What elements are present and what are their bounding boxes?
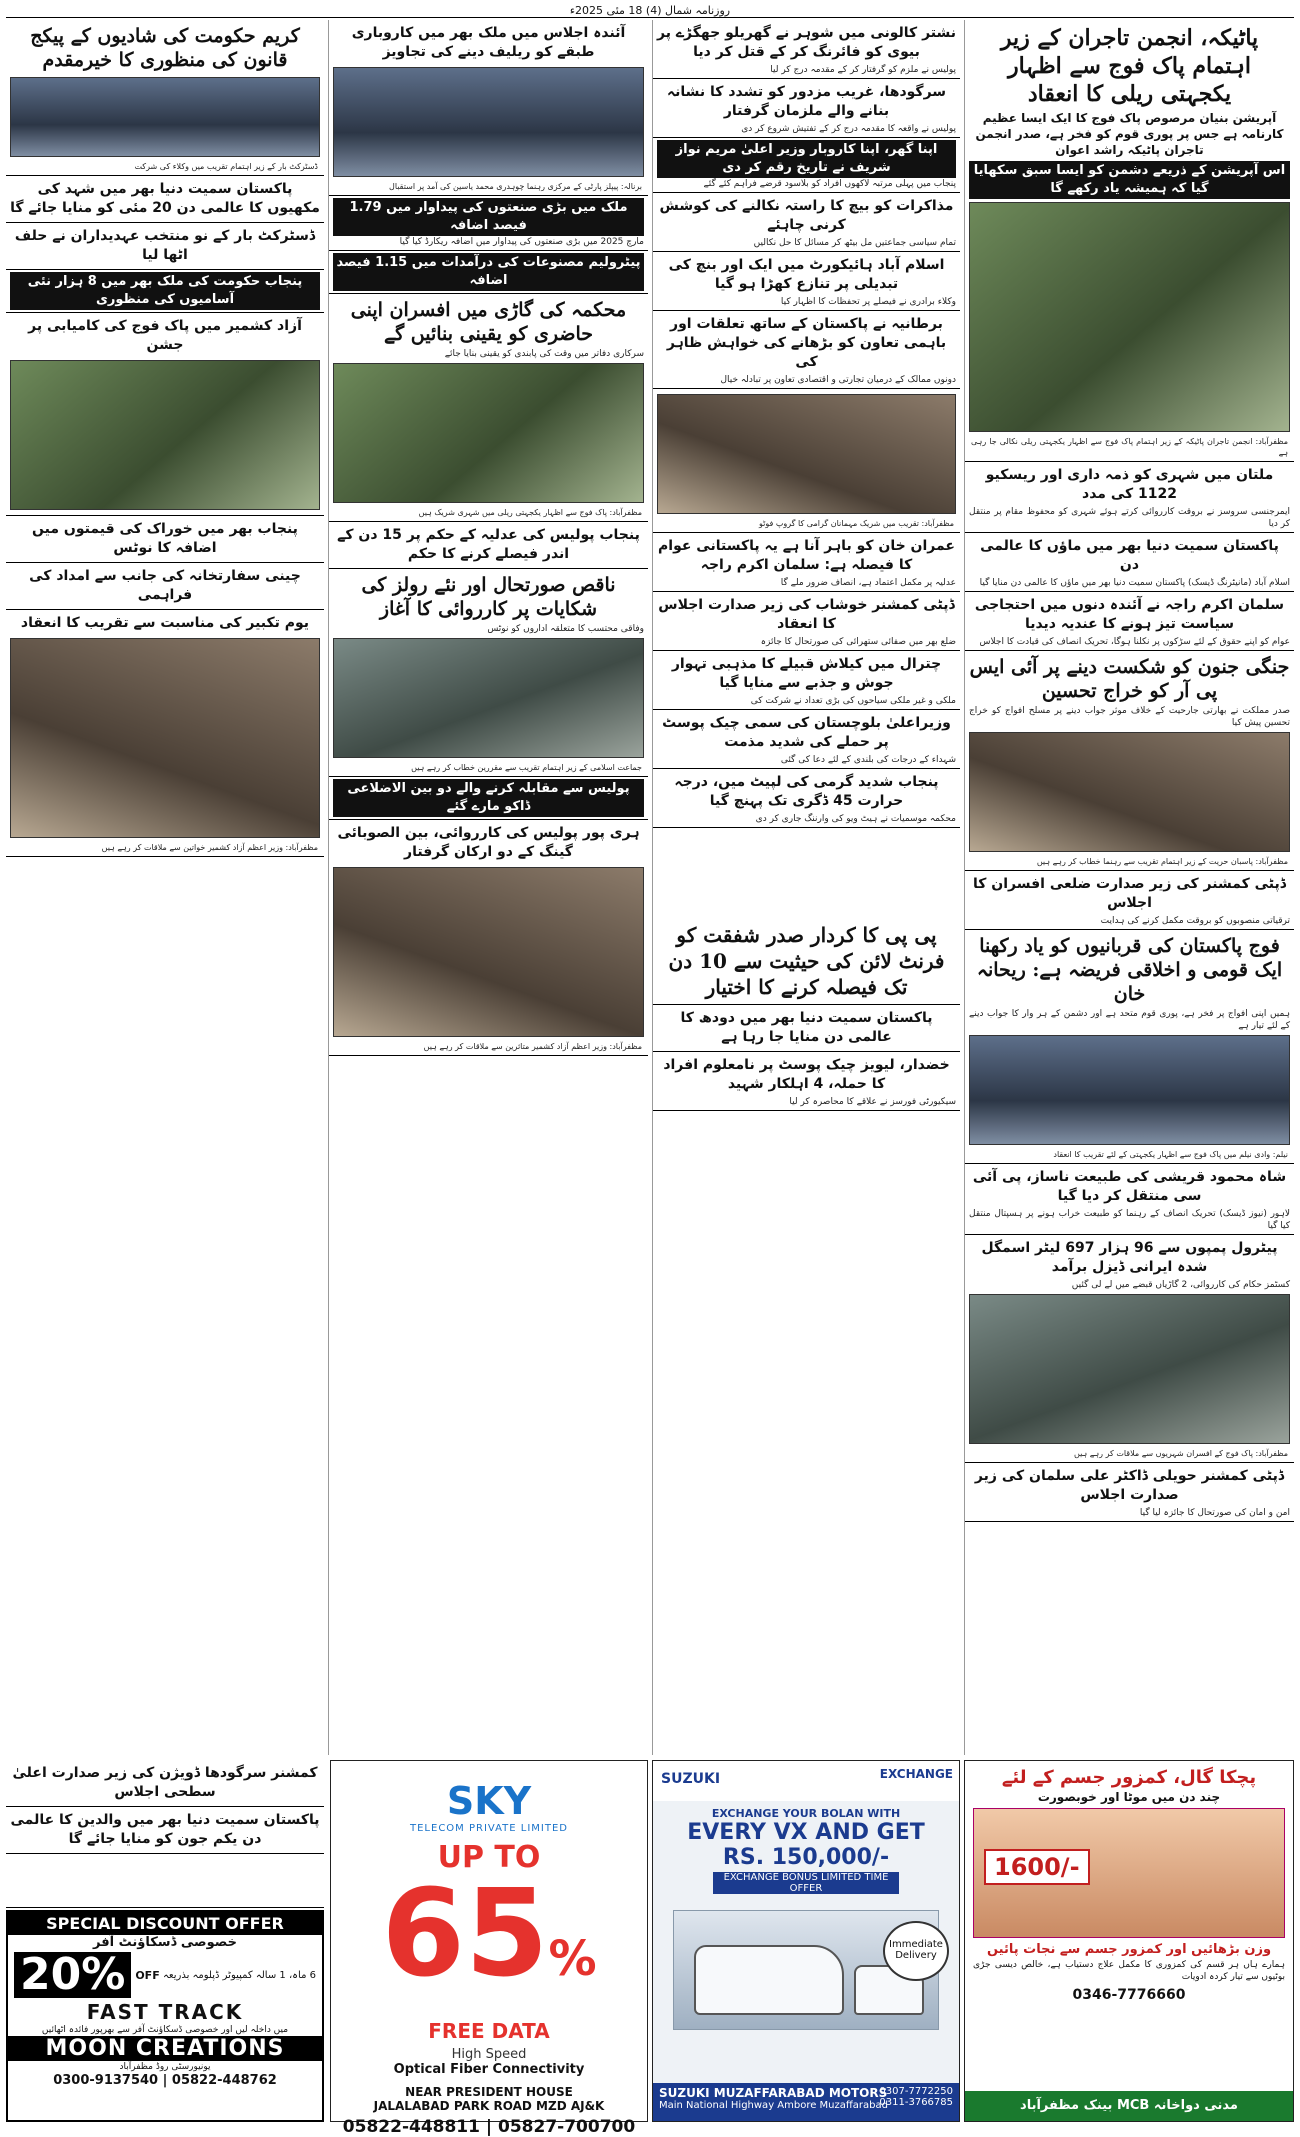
story-headline: کریم حکومت کی شادیوں کے پیکج قانون کی منظوری کا خیرمقدم [30, 25, 300, 71]
lead-headline: پاٹیکہ، انجمن تاجران کے زیر اہتمام پاک فوج سے اظہار یکجہتی ریلی کا انعقاد [1000, 25, 1259, 107]
story [6, 516, 324, 563]
story [6, 563, 324, 610]
story [965, 1463, 1294, 1522]
story [653, 533, 960, 592]
story-body: ہمیں اپنی افواج پر فخر ہے، پوری قوم متحد ہے اور دشمن کے ہر وار کا جواب دینے کے لئے تیار ہے [969, 1009, 1290, 1031]
story [653, 389, 960, 533]
story-headline: یوم تکبیر کی مناسبت سے تقریب کا انعقاد [20, 615, 310, 631]
masthead-dateline: روزنامہ شمال (4) 18 مئی 2025ء [6, 4, 1294, 18]
story [6, 313, 324, 516]
column-3 [328, 20, 648, 1755]
photo-caption: مظفرآباد: پاسبان حریت کے زیر اہتمام تقریب سے رہنما خطاب کر رہے ہیں [1036, 857, 1288, 866]
story-headline: محکمہ کی گاڑی میں افسران اپنی حاضری کو یقینی بنائیں گے [350, 299, 627, 345]
lead-photo [969, 202, 1290, 432]
story-body: اسلام آباد (مانیٹرنگ ڈیسک) پاکستان سمیت دنیا بھر میں ماؤں کا عالمی دن منایا گیا [979, 578, 1290, 588]
van-icon [694, 1945, 844, 2015]
story-headline: ہری پور پولیس کی کارروائی، بین الصوبائی گینگ کے دو ارکان گرفتار [337, 825, 640, 860]
story-body: مارچ 2025 میں بڑی صنعتوں کی پیداوار میں اضافہ ریکارڈ کیا گیا [399, 237, 644, 247]
story-body: دونوں ممالک کے درمیان تجارتی و اقتصادی تعاون پر تبادلہ خیال [720, 375, 956, 385]
story-body: وکلاء برادری نے فیصلے پر تحفظات کا اظہار کیا [780, 297, 956, 307]
sky-company: TELECOM PRIVATE LIMITED [410, 1823, 568, 1834]
story-body: پولیس نے واقعہ کا مقدمہ درج کر کے تفتیش شروع کر دی [741, 124, 956, 134]
photo-caption: برنالہ: پیپلز پارٹی کے مرکزی رہنما چوہدری محمد یاسین کی آمد پر استقبال [389, 182, 642, 191]
story-headline: پنجاب حکومت کی ملک بھر میں 8 ہزار نئی آسامیوں کی منظوری [10, 272, 320, 310]
moon-creations-ad[interactable] [6, 1910, 324, 2122]
newspaper-page [6, 4, 1294, 2137]
story [329, 569, 648, 777]
herbal-photo [973, 1808, 1285, 1938]
moon-percent: 20% [14, 1952, 131, 1998]
story [6, 610, 324, 857]
sky-upto: UP TO [437, 1840, 541, 1875]
suzuki-tagline: EXCHANGE YOUR BOLAN WITH [711, 1807, 901, 1820]
story-headline: پاکستان سمیت دنیا بھر میں شہد کی مکھیوں کا عالمی دن 20 مئی کو منایا جائے گا [10, 181, 320, 216]
herbal-address-bar: مدنی دواخانہ MCB بینک مظفرآباد [965, 2091, 1293, 2121]
story [965, 533, 1294, 592]
ads-row [6, 1760, 1294, 2137]
moon-name: MOON CREATIONS [8, 2036, 322, 2061]
center-headline: پی پی کا کردار صدر شفقت کو فرنٹ لائن کی حیثیت سے 10 دن تک فیصلہ کرنے کا اختیار [668, 923, 945, 999]
moon-special: SPECIAL DISCOUNT OFFER [8, 1912, 322, 1935]
herbal-note: وزن بڑھائیں اور کمزور جسم سے نجات پائیں [986, 1942, 1272, 1957]
story-headline: نشتر کالونی میں شوہر نے گھریلو جھگڑے پر بیوی کو فائرنگ کر کے قتل کر دیا [657, 25, 956, 60]
suzuki-ad[interactable] [652, 1760, 960, 2122]
herbal-body: ہمارے ہاں ہر قسم کی کمزوری کا مکمل علاج دستیاب ہے، خالص دیسی جڑی بوٹیوں سے تیار کردہ ادویات [973, 1960, 1285, 1982]
story-headline: چینی سفارتخانہ کی جانب سے امداد کی فراہمی [29, 568, 301, 603]
story-headline: آئندہ اجلاس میں ملک بھر میں کاروباری طبقے کو ریلیف دینے کی تجاویز [351, 25, 626, 60]
story-headline: جنگی جنون کو شکست دینے پر آئی ایس پی آر کو خراج تحسین [969, 656, 1290, 702]
story-headline: پیٹرول پمپوں سے 96 ہزار 697 لیٹر اسمگل شدہ ایرانی ڈیزل برآمد [981, 1240, 1278, 1275]
story-body: تمام سیاسی جماعتیں مل بیٹھ کر مسائل کا حل نکالیں [753, 238, 956, 248]
column-2 [652, 20, 960, 1755]
story [965, 592, 1294, 651]
story-headline: سلمان اکرم راجہ نے آئندہ دنوں میں احتجاجی سیاست تیز ہونے کا عندیہ دیدیا [974, 597, 1285, 632]
story-body: ایمرجنسی سروسز نے بروقت کارروائی کرتے ہوئے شہری کو محفوظ مقام پر منتقل کر دیا [969, 507, 1290, 529]
story-headline: کمشنر سرگودھا ڈویژن کی زیر صدارت اعلیٰ سطحی اجلاس [12, 1765, 318, 1800]
story-headline: پنجاب بھر میں خوراک کی قیمتوں میں اضافہ کا نوٹس [32, 521, 298, 556]
suzuki-offer: EVERY VX AND GET [687, 1820, 925, 1845]
story [965, 1235, 1294, 1463]
story [6, 176, 324, 223]
story-body: پولیس نے ملزم کو گرفتار کر کے مقدمہ درج کر لیا [770, 65, 956, 75]
story [653, 311, 960, 389]
story-body: شہداء کے درجات کی بلندی کے لئے دعا کی گئی [780, 755, 956, 765]
story-headline: پاکستان سمیت دنیا بھر میں ماؤں کا عالمی دن [980, 538, 1279, 573]
story [653, 592, 960, 651]
story [965, 930, 1294, 1164]
sky-free-data: FREE DATA [428, 2019, 550, 2043]
column-4 [6, 20, 324, 1755]
sky-percent-sign: % [548, 1931, 597, 1987]
story-headline: ڈسٹرکٹ بار کے نو منتخب عہدیداران نے حلف اٹھا لیا [14, 228, 316, 263]
story-body: محکمہ موسمیات نے ہیٹ ویو کی وارننگ جاری کر دی [755, 814, 956, 824]
story-headline: سرگودھا، غریب مزدور کو تشدد کا نشانہ بنانے والے ملزمان گرفتار [666, 84, 947, 119]
story [653, 252, 960, 311]
story [965, 462, 1294, 533]
story-photo [333, 638, 644, 758]
story [329, 20, 648, 196]
story-body: عوام کو اپنے حقوق کے لئے سڑکوں پر نکلنا ہوگا، تحریک انصاف کی قیادت کا اجلاس [979, 637, 1290, 647]
sky-address-2: JALALABAD PARK ROAD MZD AJ&K [373, 2099, 605, 2113]
story [329, 820, 648, 1056]
herbal-phone: 0346-7776660 [1072, 1987, 1186, 2003]
story-headline: شاہ محمود قریشی کی طبیعت ناساز، پی آئی سی منتقل کر دیا گیا [972, 1169, 1287, 1204]
photo-caption: جماعت اسلامی کے زیر اہتمام تقریب سے مقررین خطاب کر رہے ہیں [411, 763, 642, 772]
delivery-badge: Immediate Delivery [883, 1921, 949, 1981]
suzuki-header [653, 1761, 959, 1801]
story-headline: برطانیہ نے پاکستان کے ساتھ تعلقات اور باہمی تعاون کو بڑھانے کی خواہش ظاہر کی [666, 316, 947, 370]
story-photo [10, 360, 320, 510]
story-headline: پیٹرولیم مصنوعات کی درآمدات میں 1.15 فیصد اضافہ [333, 253, 644, 291]
story-body: کسٹمز حکام کی کارروائی، 2 گاڑیاں قبضے میں لے لی گئیں [1071, 1280, 1290, 1290]
story [653, 1005, 960, 1052]
moon-offer-row [8, 1950, 322, 2000]
story-photo [333, 363, 644, 503]
story [653, 710, 960, 769]
moon-phone: 0300-9137540 | 05822-448762 [53, 2073, 277, 2088]
story [653, 193, 960, 252]
story-headline: پنجاب شدید گرمی کی لپیٹ میں، درجہ حرارت 45 ڈگری تک پہنچ گیا [674, 774, 939, 809]
photo-caption: مظفرآباد: وزیر اعظم آزاد کشمیر متاثرین سے ملاقات کر رہے ہیں [423, 1042, 642, 1051]
sky-logo: SKY [446, 1779, 532, 1823]
suzuki-footer [653, 2083, 959, 2121]
sky-speed: High Speed [451, 2047, 527, 2062]
story [653, 79, 960, 138]
suzuki-phone-1: 0307-7772250 [879, 2086, 953, 2097]
herbal-title: پچکا گال، کمزور جسم کے لئے [965, 1761, 1293, 1790]
story [653, 138, 960, 193]
story-photo [10, 77, 320, 157]
suzuki-logo: SUZUKI [661, 1771, 721, 1787]
suzuki-phones [879, 2086, 953, 2108]
photo-caption: مظفرآباد: تقریب میں شریک مہمانان گرامی کا گروپ فوٹو [758, 519, 954, 528]
herbal-subtitle: چند دن میں موٹا اور خوبصورت [1037, 1790, 1221, 1804]
story-body: ترقیاتی منصوبوں کو بروقت مکمل کرنے کی ہدایت [1100, 916, 1290, 926]
center-feature [653, 918, 960, 1005]
story [329, 522, 648, 569]
suzuki-address: Main National Highway Ambore Muzaffarabad [659, 2100, 888, 2111]
story-body: ملکی و غیر ملکی سیاحوں کی بڑی تعداد نے شرکت کی [750, 696, 956, 706]
photo-caption: ڈسٹرکٹ بار کے زیر اہتمام تقریب میں وکلاء کی شرکت [134, 162, 318, 171]
story-headline: خضدار، لیویز چیک پوسٹ پر نامعلوم افراد کا حملہ، 4 اہلکار شہید [663, 1057, 950, 1092]
story-body: عدلیہ پر مکمل اعتماد ہے، انصاف ضرور ملے گا [780, 578, 956, 588]
story [329, 777, 648, 820]
story-body: سرکاری دفاتر میں وقت کی پابندی کو یقینی بنایا جائے [444, 349, 644, 359]
photo-caption: مظفرآباد: پاک فوج سے اظہار یکجہتی ریلی میں شہری شریک ہیں [418, 508, 642, 517]
story-headline: اسلام آباد ہائیکورٹ میں ایک اور بنچ کی تبدیلی پر تنازع کھڑا ہو گیا [668, 257, 945, 292]
moon-desc: 6 ماہ، 1 سالہ کمپیوٹر ڈپلومہ بذریعہ [163, 1969, 316, 1981]
story [6, 223, 324, 270]
story [653, 1052, 960, 1111]
lead-subheadline: آپریشن بنیان مرصوص پاک فوج کا ایک ایسا عظیم کارنامہ ہے جس پر پوری قوم کو فخر ہے، صدر انجمن تاجران پاٹیکہ راشد اعوان [975, 111, 1284, 157]
story-headline: آزاد کشمیر میں پاک فوج کی کامیابی پر جشن [28, 318, 302, 353]
moon-urdu: خصوصی ڈسکاؤنٹ آفر [93, 1935, 237, 1950]
story-headline: ناقص صورتحال اور نئے رولز کی شکایات پر کارروائی کا آغاز [361, 574, 616, 620]
suzuki-dealer: SUZUKI MUZAFFARABAD MOTORS [659, 2086, 888, 2100]
story [329, 196, 648, 251]
story-photo [10, 638, 320, 838]
lead-photo-caption: مظفرآباد: انجمن تاجران پاٹیکہ کے زیر اہتمام پاک فوج سے اظہار یکجہتی ریلی نکالی جا رہی ہے [971, 437, 1288, 457]
sky-address-1: NEAR PRESIDENT HOUSE [405, 2085, 573, 2099]
story-body: امن و امان کی صورتحال کا جائزہ لیا گیا [1139, 1508, 1290, 1518]
suzuki-phone-2: 0311-3766785 [879, 2097, 953, 2108]
story [329, 294, 648, 522]
story-body: ضلع بھر میں صفائی ستھرائی کی صورتحال کا جائزہ [760, 637, 956, 647]
story-headline: چترال میں کیلاش قبیلے کا مذہبی تہوار جوش و جذبے سے منایا گیا [671, 656, 942, 691]
story-headline: پولیس سے مقابلہ کرنے والے دو بین الاضلاعی ڈاکو مارے گئے [333, 779, 644, 817]
sky-fiber: Optical Fiber Connectivity [393, 2062, 585, 2077]
story [6, 20, 324, 176]
story-headline: پنجاب پولیس کی عدلیہ کے حکم پر 15 دن کے اندر فیصلے کرنے کا حکم [337, 527, 640, 562]
lead-strap: اس آپریشن کے ذریعے دشمن کو ایسا سبق سکھایا گیا کہ ہمیشہ یاد رکھے گا [969, 161, 1290, 199]
story [6, 270, 324, 313]
photo-caption: مظفرآباد: پاک فوج کے افسران شہریوں سے ملاقات کر رہے ہیں [1074, 1449, 1288, 1458]
sky-telecom-ad[interactable] [330, 1760, 648, 2137]
story [653, 769, 960, 828]
suzuki-amount: RS. 150,000/- [722, 1845, 890, 1870]
story-photo [333, 867, 644, 1037]
story-photo [969, 1294, 1290, 1444]
story-headline: ڈپٹی کمشنر کی زیر صدارت ضلعی افسران کا اجلاس [973, 876, 1286, 911]
column-1 [964, 20, 1294, 1755]
story-photo [969, 1035, 1290, 1145]
story-headline: ملتان میں شہری کو ذمہ داری اور ریسکیو 1122 کی مدد [985, 467, 1274, 502]
story-headline: پاکستان سمیت دنیا بھر میں والدین کا عالمی دن یکم جون کو منایا جائے گا [10, 1812, 320, 1847]
story-lead [965, 20, 1294, 462]
story [965, 1164, 1294, 1235]
story-body: لاہور (نیوز ڈیسک) تحریک انصاف کے رہنما کو طبیعت خراب ہونے پر ہسپتال منتقل کیا گیا [969, 1209, 1290, 1231]
story [653, 651, 960, 710]
story-photo [969, 732, 1290, 852]
story [965, 871, 1294, 930]
story [965, 651, 1294, 871]
story-body: سیکیورٹی فورسز نے علاقے کا محاصرہ کر لیا [789, 1097, 956, 1107]
sky-phones: 05822-448811 | 05827-700700 [342, 2117, 636, 2137]
sky-percent [331, 1865, 647, 2019]
moon-note: میں داخلہ لیں اور خصوصی ڈسکاؤنٹ آفر سے بھرپور فائدہ اٹھائیں [41, 2025, 289, 2035]
sky-percent-value: 65 [381, 1865, 549, 2004]
story-headline: ڈپٹی کمشنر خوشاب کی زیر صدارت اجلاس کا انعقاد [658, 597, 955, 632]
story-photo [657, 394, 956, 514]
story-headline: پاکستان سمیت دنیا بھر میں دودھ کا عالمی دن منایا جا رہا ہے [680, 1010, 933, 1045]
story-body: وفاقی محتسب کا متعلقہ اداروں کو نوٹس [487, 624, 644, 634]
exchange-logo: EXCHANGE [879, 1767, 953, 1781]
moon-address: یونیورسٹی روڈ مظفرآباد [119, 2062, 211, 2072]
story-body: پنجاب میں پہلی مرتبہ لاکھوں افراد کو بلاسود قرضے فراہم کئے گئے [703, 179, 956, 189]
photo-caption: مظفرآباد: وزیر اعظم آزاد کشمیر خواتین سے ملاقات کر رہے ہیں [101, 843, 318, 852]
moon-off: OFF [135, 1968, 160, 1982]
story-headline: ڈپٹی کمشنر حویلی ڈاکٹر علی سلمان کی زیر صدارت اجلاس [974, 1468, 1285, 1503]
suzuki-bonus: EXCHANGE BONUS LIMITED TIME OFFER [713, 1872, 899, 1894]
story-headline: وزیراعلیٰ بلوچستان کی سمی چیک پوسٹ پر حملے کی شدید مذمت [662, 715, 951, 750]
story-body: صدر مملکت نے بھارتی جارحیت کے خلاف موثر جواب دینے پر مسلح افواج کو خراج تحسین پیش کیا [969, 706, 1290, 728]
story-photo [333, 67, 644, 177]
story [653, 20, 960, 79]
herbal-price: 1600/- [984, 1849, 1090, 1885]
story-headline: فوج پاکستان کی قربانیوں کو یاد رکھنا ایک قومی و اخلاقی فریضہ ہے: ریحانہ خان [976, 935, 1283, 1005]
story-headline: عمران خان کو باہر آنا ہے یہ پاکستانی عوام کا فیصلہ ہے: سلمان اکرم راجہ [658, 538, 955, 573]
story-headline: ملک میں بڑی صنعتوں کی پیداوار میں 1.79 فیصد اضافہ [333, 198, 644, 236]
moon-fast-track: FAST TRACK [86, 2000, 244, 2024]
story [329, 251, 648, 294]
story-headline: اپنا گھر، اپنا کاروبار وزیر اعلیٰ مریم نواز شریف نے تاریخ رقم کر دی [657, 140, 956, 178]
photo-caption: نیلم: وادی نیلم میں پاک فوج سے اظہار یکجہتی کے لئے تقریب کا انعقاد [1053, 1150, 1288, 1159]
herbal-ad[interactable] [964, 1760, 1294, 2122]
story-headline: مذاکرات کو بیچ کا راستہ نکالنے کی کوشش کرنی چاہئے [659, 198, 954, 233]
